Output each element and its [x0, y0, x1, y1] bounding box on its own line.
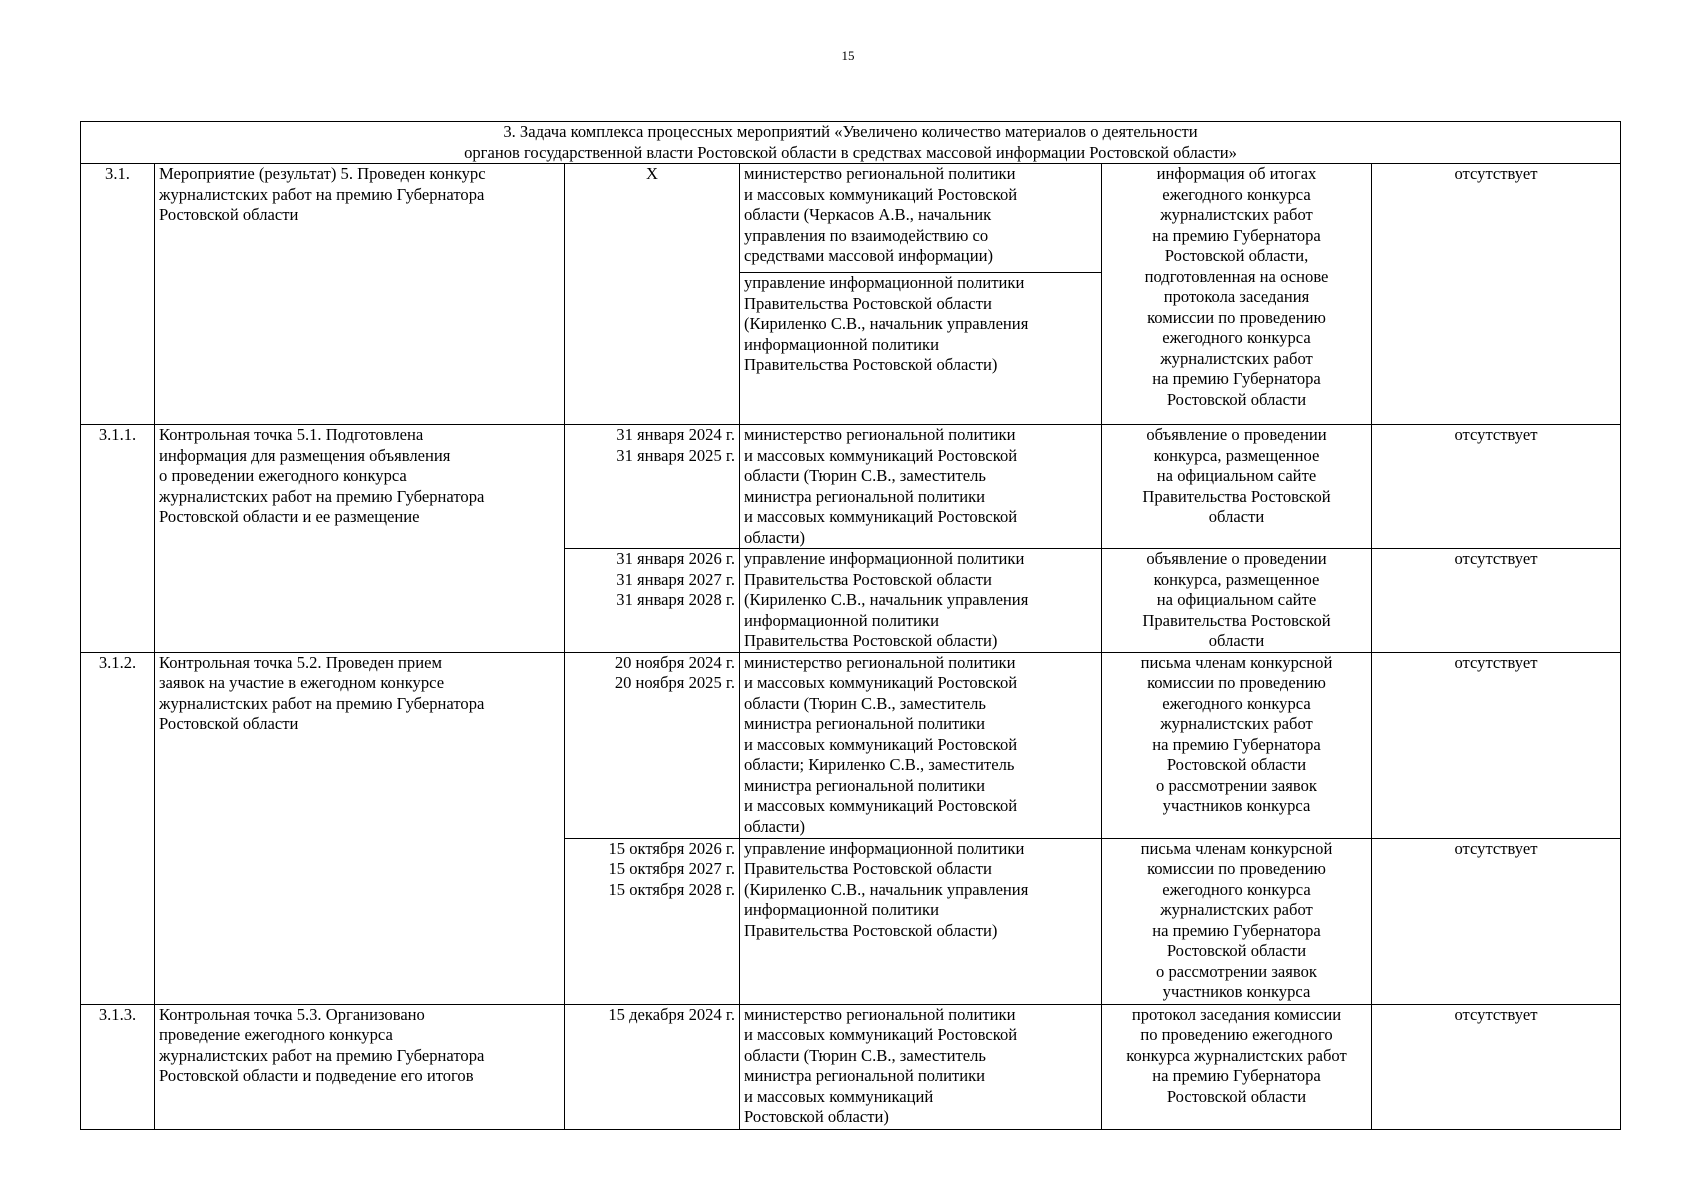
text-line: на премию Губернатора [1152, 920, 1321, 940]
section-heading [81, 122, 1621, 164]
text-line: управления по взаимодействию со [744, 225, 989, 245]
deadline-cell [565, 425, 740, 549]
responsible-cell [740, 549, 1102, 653]
text-line: (Кириленко С.В., начальник управления [744, 879, 1029, 899]
deadline-date: 15 октября 2027 г. [608, 859, 735, 878]
activity-name [155, 164, 565, 425]
text-line: ежегодного конкурса [1162, 879, 1311, 899]
deadline-date: 20 ноября 2024 г. [614, 652, 735, 672]
text-line: области; Кириленко С.В., заместитель [744, 755, 1015, 774]
text-line: журналистских работ [1160, 205, 1313, 224]
result-cell [1102, 549, 1372, 653]
responsible-cell [740, 1004, 1102, 1129]
text-line: министерство региональной политики [744, 164, 1016, 183]
text-line: Ростовской области и ее размещение [159, 507, 420, 526]
text-line: журналистских работ [1160, 714, 1313, 733]
system-cell: отсутствует [1372, 425, 1621, 549]
text-line: Ростовской области, [1164, 246, 1309, 265]
text-line: Контрольная точка 5.1. Подготовлена [159, 425, 424, 444]
text-line: министерство региональной политики [744, 1004, 1016, 1024]
text-line: Ростовской области [1166, 1086, 1307, 1106]
text-line: Правительства Ростовской области) [744, 631, 998, 650]
text-line: Ростовской области [1166, 755, 1307, 774]
text-line: Правительства Ростовской [1142, 610, 1331, 630]
activity-name [155, 425, 565, 653]
deadline-date: 15 декабря 2024 г. [608, 1004, 735, 1024]
text-line: журналистских работ на премию Губернатора [159, 184, 485, 204]
table-row [81, 164, 1621, 273]
text-line: ежегодного конкурса [1162, 184, 1311, 204]
section-heading-line: органов государственной власти Ростовской области в средствах массовой информации Ростовской области» [464, 142, 1237, 162]
deadline-date: 31 января 2027 г. [616, 569, 735, 589]
text-line: Правительства Ростовской области [744, 293, 992, 313]
text-line: на премию Губернатора [1152, 225, 1321, 245]
deadline-date: X [646, 164, 658, 183]
text-line: комиссии по проведению [1147, 673, 1326, 692]
text-line: Правительства Ростовской области [744, 569, 992, 589]
text-line: управление информационной политики [744, 273, 1025, 292]
system-cell: отсутствует [1372, 838, 1621, 1004]
responsible-cell [740, 273, 1102, 425]
text-line: объявление о проведении [1146, 549, 1327, 568]
text-line: конкурса журналистских работ [1126, 1045, 1347, 1065]
row-number: 3.1.3. [81, 1004, 155, 1129]
activities-table [80, 121, 1621, 1130]
row-number: 3.1.2. [81, 652, 155, 1004]
system-cell: отсутствует [1372, 1004, 1621, 1129]
section-heading-row [81, 122, 1621, 164]
deadline-date: 31 января 2028 г. [616, 590, 735, 609]
text-line: журналистских работ [1160, 900, 1313, 919]
text-line: и массовых коммуникаций Ростовской [744, 1025, 1018, 1044]
text-line: Ростовской области) [744, 1107, 889, 1126]
text-line: информационной политики [744, 900, 939, 919]
text-line: участников конкурса [1162, 796, 1311, 815]
text-line: и массовых коммуникаций Ростовской [744, 507, 1018, 526]
text-line: и массовых коммуникаций Ростовской [744, 445, 1018, 465]
text-line: и массовых коммуникаций Ростовской [744, 673, 1018, 692]
section-heading-line: 3. Задача комплекса процессных мероприятий «Увеличено количество материалов о деятельности [503, 122, 1198, 141]
text-line: участников конкурса [1162, 982, 1311, 1001]
text-line: конкурса, размещенное [1153, 445, 1320, 465]
text-line: по проведению ежегодного [1140, 1025, 1333, 1044]
text-line: средствами массовой информации) [744, 246, 993, 265]
text-line: проведение ежегодного конкурса [159, 1025, 393, 1044]
text-line: и массовых коммуникаций [744, 1086, 934, 1106]
text-line: (Кириленко С.В., начальник управления [744, 590, 1029, 609]
text-line: на официальном сайте [1156, 466, 1317, 485]
text-line: о рассмотрении заявок [1156, 961, 1317, 981]
text-line: области (Тюрин С.В., заместитель [744, 466, 986, 485]
deadline-date: 31 января 2025 г. [616, 445, 735, 465]
text-line: Ростовской области и подведение его итогов [159, 1066, 474, 1085]
text-line: Правительства Ростовской области) [744, 355, 998, 374]
deadline-date: 31 января 2026 г. [616, 549, 735, 568]
text-line: информация об итогах [1156, 164, 1317, 183]
text-line: информация для размещения объявления [159, 445, 451, 465]
text-line: области (Тюрин С.В., заместитель [744, 1045, 986, 1065]
text-line: заявок на участие в ежегодном конкурсе [159, 673, 445, 692]
table-row [81, 425, 1621, 549]
text-line: министерство региональной политики [744, 425, 1016, 444]
text-line: информационной политики [744, 610, 939, 630]
text-line: Правительства Ростовской области [744, 859, 992, 878]
text-line: письма членам конкурсной [1140, 838, 1333, 858]
text-line: Мероприятие (результат) 5. Проведен конкурс [159, 164, 486, 183]
text-line: комиссии по проведению [1147, 859, 1326, 878]
text-line: конкурса, размещенное [1153, 569, 1320, 589]
deadline-cell [565, 549, 740, 653]
text-line: области [1208, 631, 1265, 650]
text-line: Ростовской области [1166, 389, 1307, 409]
text-line: Ростовской области [159, 205, 299, 224]
text-line: письма членам конкурсной [1140, 652, 1333, 672]
text-line: журналистских работ на премию Губернатора [159, 486, 485, 506]
result-cell [1102, 425, 1372, 549]
text-line: на премию Губернатора [1152, 1066, 1321, 1085]
system-cell: отсутствует [1372, 164, 1621, 425]
text-line: министерство региональной политики [744, 652, 1016, 672]
deadline-date: 31 января 2024 г. [616, 425, 735, 444]
text-line: и массовых коммуникаций Ростовской [744, 734, 1018, 754]
text-line: области [1208, 507, 1265, 526]
text-line: протокол заседания комиссии [1131, 1004, 1342, 1024]
table-row [81, 652, 1621, 838]
text-line: ежегодного конкурса [1162, 328, 1311, 347]
text-line: журналистских работ на премию Губернатора [159, 693, 485, 713]
deadline-date: 20 ноября 2025 г. [614, 673, 735, 692]
text-line: подготовленная на основе [1144, 266, 1329, 286]
deadline-cell [565, 838, 740, 1004]
text-line: Правительства Ростовской области) [744, 920, 998, 940]
text-line: и массовых коммуникаций Ростовской [744, 796, 1018, 815]
text-line: на премию Губернатора [1152, 369, 1321, 388]
result-cell [1102, 1004, 1372, 1129]
result-cell [1102, 164, 1372, 425]
text-line: информационной политики [744, 334, 939, 354]
result-cell [1102, 652, 1372, 838]
text-line: управление информационной политики [744, 549, 1025, 568]
text-line: области) [744, 816, 805, 836]
page-number: 15 [841, 48, 855, 63]
activity-name [155, 1004, 565, 1129]
text-line: о проведении ежегодного конкурса [159, 466, 407, 485]
text-line: объявление о проведении [1146, 425, 1327, 444]
deadline-cell [565, 1004, 740, 1129]
text-line: о рассмотрении заявок [1156, 775, 1317, 795]
result-cell [1102, 838, 1372, 1004]
table-row [81, 1004, 1621, 1129]
text-line: на премию Губернатора [1152, 734, 1321, 754]
text-line: на официальном сайте [1156, 590, 1317, 609]
text-line: журналистских работ [1160, 348, 1313, 368]
text-line: (Кириленко С.В., начальник управления [744, 314, 1029, 333]
row-number: 3.1. [81, 164, 155, 425]
system-cell: отсутствует [1372, 652, 1621, 838]
responsible-cell [740, 164, 1102, 273]
activity-name [155, 652, 565, 1004]
text-line: управление информационной политики [744, 838, 1025, 858]
text-line: протокола заседания [1163, 287, 1310, 306]
text-line: министра региональной политики [744, 1066, 986, 1085]
row-number: 3.1.1. [81, 425, 155, 653]
text-line: комиссии по проведению [1147, 307, 1326, 327]
text-line: Контрольная точка 5.3. Организовано [159, 1004, 425, 1024]
text-line: министра региональной политики [744, 775, 986, 795]
text-line: и массовых коммуникаций Ростовской [744, 184, 1018, 204]
responsible-cell [740, 838, 1102, 1004]
text-line: области) [744, 527, 805, 547]
text-line: области (Тюрин С.В., заместитель [744, 693, 986, 713]
deadline-date: 15 октября 2026 г. [608, 838, 735, 858]
system-cell: отсутствует [1372, 549, 1621, 653]
text-line: Ростовской области [159, 714, 299, 733]
text-line: Ростовской области [1166, 941, 1307, 960]
text-line: Контрольная точка 5.2. Проведен прием [159, 652, 442, 672]
text-line: министра региональной политики [744, 714, 986, 733]
deadline-cell [565, 652, 740, 838]
responsible-cell [740, 425, 1102, 549]
deadline-date: 15 октября 2028 г. [608, 879, 735, 899]
responsible-cell [740, 652, 1102, 838]
deadline-cell [565, 164, 740, 425]
text-line: журналистских работ на премию Губернатора [159, 1045, 485, 1065]
text-line: области (Черкасов А.В., начальник [744, 205, 992, 224]
text-line: ежегодного конкурса [1162, 693, 1311, 713]
text-line: министра региональной политики [744, 486, 986, 506]
text-line: Правительства Ростовской [1142, 486, 1331, 506]
